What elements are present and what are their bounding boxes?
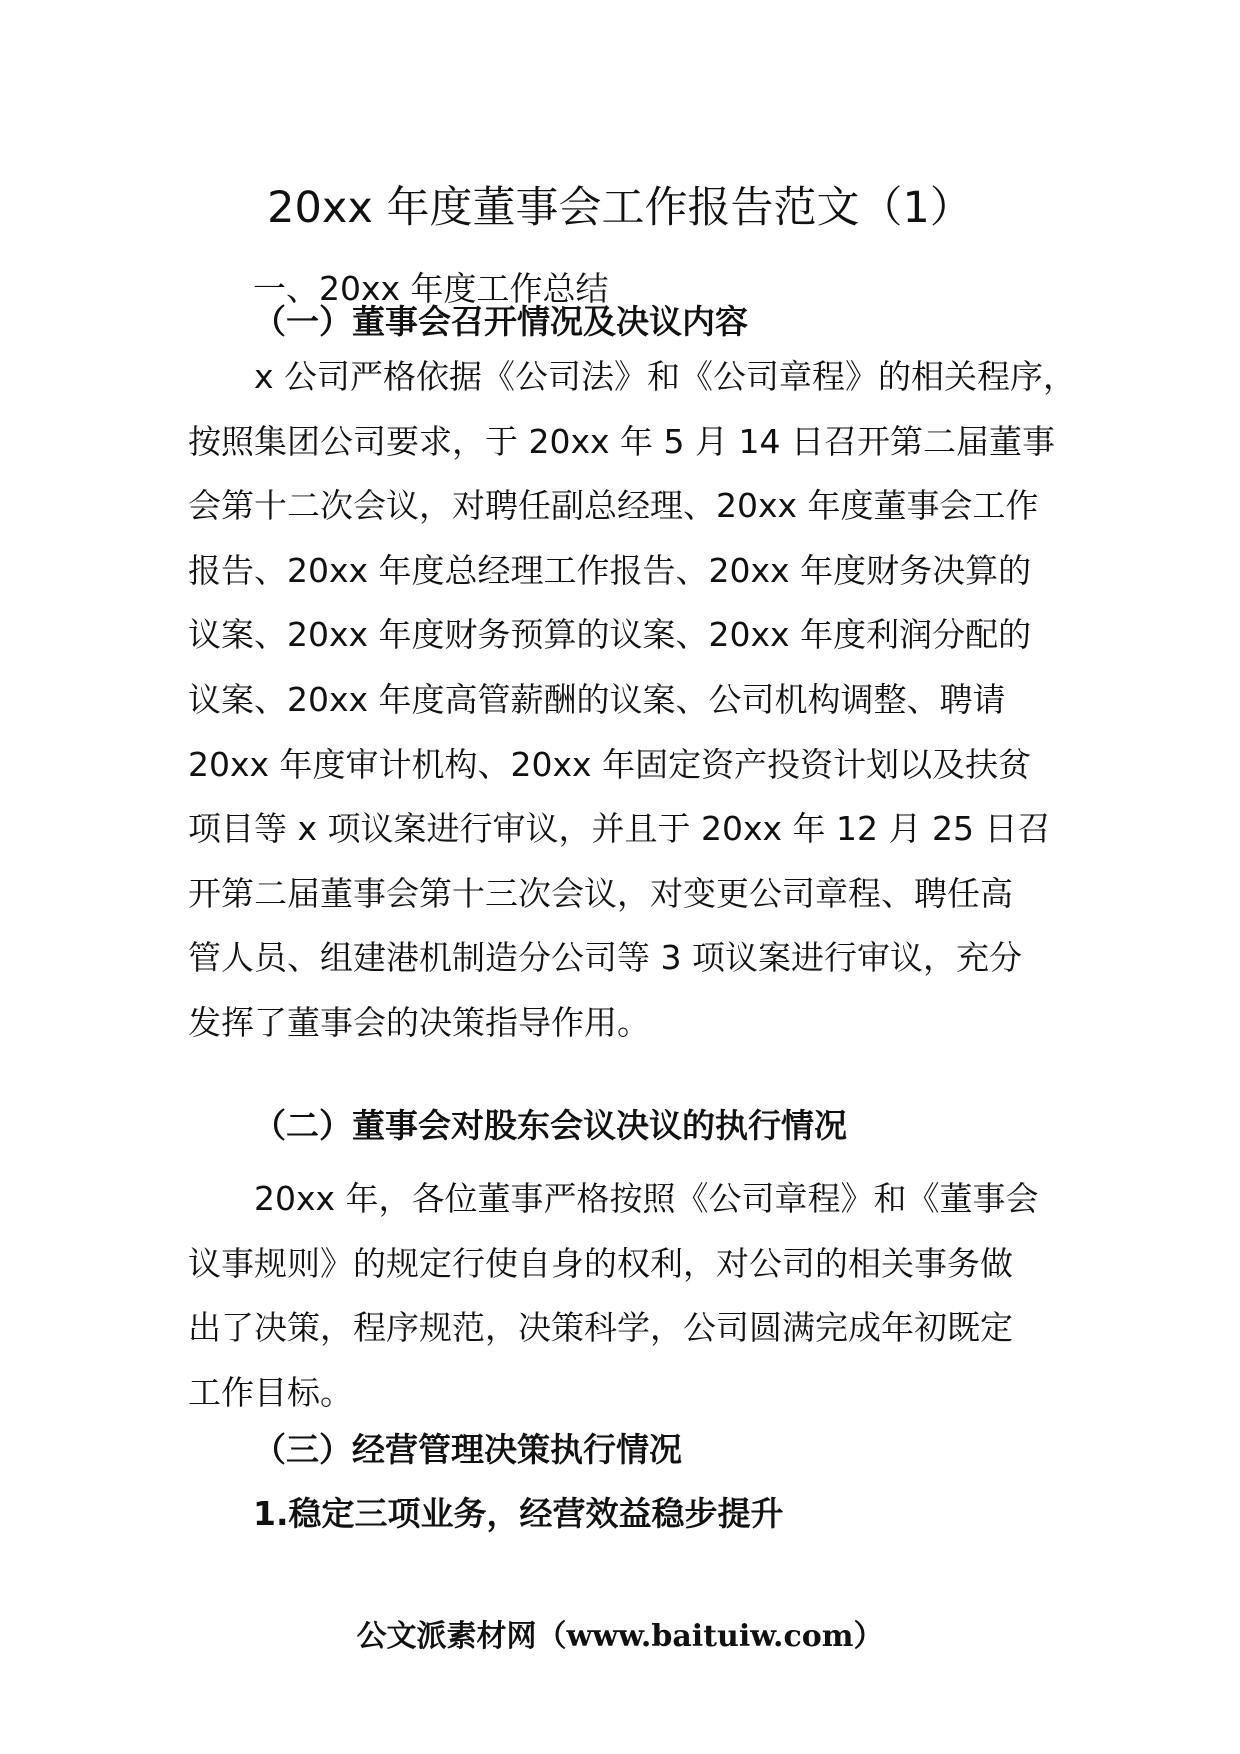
paragraph-line: 按照集团公司要求，于 20xx 年 5 月 14 日召开第二届董事 (188, 421, 1055, 461)
paragraph-line: 会第十二次会议，对聘任副总经理、20xx 年度董事会工作 (188, 486, 1039, 526)
sub-item-heading-1: 1.稳定三项业务，经营效益稳步提升 (253, 1494, 784, 1533)
document-title: 20xx 年度董事会工作报告范文（1） (267, 183, 973, 233)
paragraph-line: x 公司严格依据《公司法》和《公司章程》的相关程序， (254, 357, 1077, 396)
paragraph-line: 20xx 年度审计机构、20xx 年固定资产投资计划以及扶贫 (188, 744, 1032, 784)
paragraph-line: 项目等 x 项议案进行审议，并且于 20xx 年 12 月 25 日召 (188, 809, 1051, 849)
section-heading-1: 一、20xx 年度工作总结 (253, 269, 609, 308)
subsection-heading-3: （三）经营管理决策执行情况 (253, 1430, 682, 1469)
paragraph-line: 工作目标。 (188, 1372, 353, 1412)
paragraph-line: 管人员、组建港机制造分公司等 3 项议案进行审议，充分 (188, 938, 1022, 978)
subsection-heading-2: （二）董事会对股东会议决议的执行情况 (253, 1106, 847, 1145)
paragraph-2 (188, 1167, 1088, 1425)
footer-watermark: 公文派素材网（www.baituiw.com） (356, 1619, 884, 1654)
paragraph-line: 议案、20xx 年度高管薪酬的议案、公司机构调整、聘请 (188, 679, 1006, 719)
paragraph-line: 议事规则》的规定行使自身的权利，对公司的相关事务做 (188, 1243, 1013, 1283)
paragraph-line: 出了决策，程序规范，决策科学，公司圆满完成年初既定 (188, 1308, 1013, 1348)
paragraph-1 (188, 345, 1088, 1056)
paragraph-line: 发挥了董事会的决策指导作用。 (188, 1002, 650, 1042)
paragraph-line: 议案、20xx 年度财务预算的议案、20xx 年度利润分配的 (188, 615, 1032, 655)
paragraph-line: 开第二届董事会第十三次会议，对变更公司章程、聘任高 (188, 873, 1013, 913)
paragraph-line: 20xx 年，各位董事严格按照《公司章程》和《董事会 (254, 1179, 1039, 1218)
subsection-heading-1: （一）董事会召开情况及决议内容 (253, 302, 748, 341)
paragraph-line: 报告、20xx 年度总经理工作报告、20xx 年度财务决算的 (188, 550, 1032, 590)
